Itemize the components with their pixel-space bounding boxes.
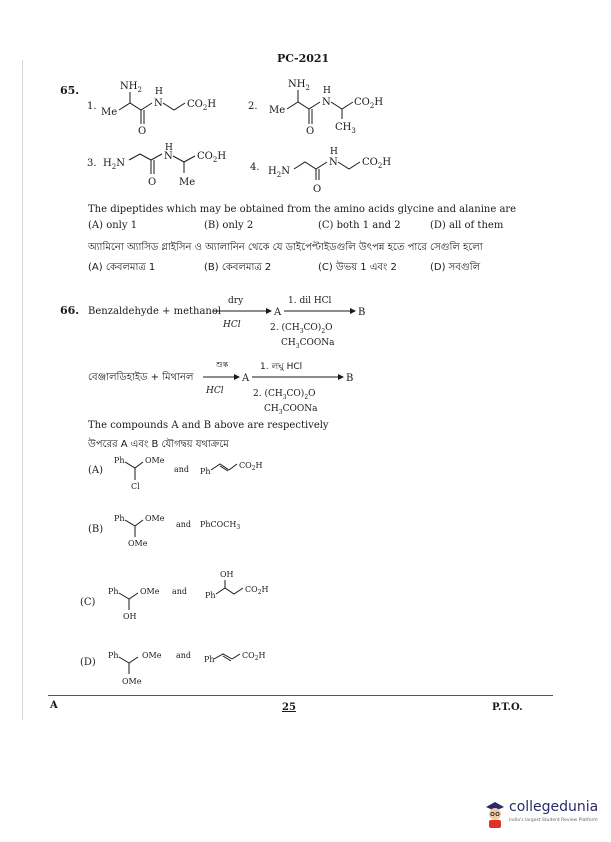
question-65-choice-a-bn: (A) কেবলমাত্র 1 — [88, 262, 156, 273]
structure-3-label: 3. — [87, 158, 97, 169]
question-66-option-c-structure — [100, 566, 320, 626]
svg-text:CO2H: $CO_2H$ — [187, 99, 217, 112]
svg-text:NH2: $NH_2$ — [120, 81, 142, 94]
svg-text:OMe: OMe — [145, 456, 165, 465]
question-65-choice-b-en: (B) only 2 — [204, 220, 254, 231]
structure-1-me: Me — [101, 107, 118, 118]
structure-4-label: 4. — [250, 162, 260, 173]
svg-text:H: H — [165, 143, 173, 153]
question-65-choice-d-en: (D) all of them — [430, 220, 504, 231]
svg-text:H: H — [323, 86, 331, 96]
svg-text:N: N — [329, 157, 338, 168]
svg-text:OMe: OMe — [122, 677, 142, 686]
svg-text:Ph: Ph — [200, 467, 211, 476]
dipeptide-structure-1 — [84, 72, 244, 142]
question-66-option-d-structure — [100, 646, 320, 692]
reaction-scheme-bn — [88, 356, 408, 416]
svg-text:CO2H: $CO_2H$ — [242, 651, 266, 662]
question-65-text-en: The dipeptides which may be obtained from the amino acids glycine and alanine are — [88, 204, 517, 215]
reaction-en-b: B — [358, 307, 366, 318]
svg-text:OH: OH — [220, 570, 234, 579]
svg-text:Ph: Ph — [108, 651, 119, 660]
svg-text:O: O — [306, 126, 315, 137]
logo-subtitle: India's largest Student Review Platform — [509, 818, 598, 823]
svg-text:and: and — [174, 465, 190, 474]
margin-line — [22, 60, 23, 720]
question-66-option-d-label: (D) — [80, 657, 96, 668]
svg-text:N: N — [154, 98, 163, 109]
svg-text:OMe: OMe — [128, 539, 148, 548]
question-66-option-a-label: (A) — [88, 465, 104, 476]
reaction-scheme-en — [88, 290, 408, 358]
svg-text:N: N — [322, 97, 331, 108]
question-66-number: 66. — [60, 304, 80, 317]
question-66-text-bn: উপরের A এবং B যৌগদ্বয় যথাক্রমে — [88, 439, 229, 450]
question-65-number: 65. — [60, 84, 80, 97]
svg-text:CO2H: $CO_2H$ — [197, 151, 227, 164]
svg-text:Ph: Ph — [204, 655, 215, 664]
svg-text:H2N: $H_2N$ — [268, 166, 290, 179]
svg-text:Ph: Ph — [114, 456, 125, 465]
question-66-text-en: The compounds A and B above are respectively — [88, 420, 329, 431]
question-66-option-b-structure — [108, 510, 308, 556]
svg-text:NH2: $NH_2$ — [288, 79, 310, 92]
page-code: PC-2021 — [277, 52, 330, 65]
question-65-choice-c-en: (C) both 1 and 2 — [318, 220, 401, 231]
question-65-choice-a-en: (A) only 1 — [88, 220, 138, 231]
question-66-option-a-structure — [108, 452, 308, 498]
footer-page-number: 25 — [282, 702, 296, 713]
reaction-en-a: A — [274, 307, 282, 318]
reaction-en-condition-above: dry — [228, 296, 244, 306]
dipeptide-structure-3 — [84, 140, 254, 200]
logo-title: collegedunia — [509, 799, 599, 815]
reaction-bn-step1: 1. লঘু HCl — [260, 362, 303, 372]
reaction-en-reactants: Benzaldehyde + methanol — [88, 306, 222, 317]
footer-pto: P.T.O. — [492, 702, 523, 713]
dipeptide-structure-2 — [245, 72, 415, 144]
reaction-bn-condition-below: HCl — [206, 386, 224, 396]
structure-2-label: 2. — [248, 101, 258, 112]
svg-text:CH3COONa: $CH_3COONa$ — [281, 338, 335, 350]
structure-1-label: 1. — [87, 101, 97, 112]
svg-text:OMe: OMe — [145, 514, 165, 523]
question-65-choice-c-bn: (C) উভয় 1 এবং 2 — [318, 262, 397, 273]
footer-set-code: A — [50, 700, 58, 711]
student-mascot-icon — [483, 799, 507, 829]
question-65-text-bn: অ্যামিনো অ্যাসিড গ্লাইসিন ও অ্যালানিন থেকে যে ডাইপেপ্টাইডগুলি উৎপন্ন হতে পারে সেগুলি হলো — [88, 242, 483, 253]
svg-text:H2N: $H_2N$ — [103, 158, 125, 171]
svg-text:Ph: Ph — [114, 514, 125, 523]
svg-text:Cl: Cl — [131, 482, 140, 491]
svg-text:O: O — [138, 126, 147, 137]
reaction-bn-a: A — [242, 373, 250, 384]
svg-text:CH3COONa: $CH_3COONa$ — [264, 404, 318, 416]
svg-text:Ph: Ph — [108, 587, 119, 596]
svg-text:CO2H: $CO_2H$ — [239, 461, 263, 472]
svg-text:and: and — [176, 651, 192, 660]
svg-text:CO2H: $CO_2H$ — [245, 585, 269, 596]
svg-text:CO2H: $CO_2H$ — [354, 97, 384, 110]
question-66-option-c-label: (C) — [80, 597, 96, 608]
question-65-choice-d-bn: (D) সবগুলি — [430, 262, 481, 273]
svg-text:H: H — [330, 147, 338, 157]
svg-text:N: N — [164, 151, 173, 162]
svg-text:OMe: OMe — [142, 651, 162, 660]
collegedunia-logo — [483, 797, 603, 831]
question-65-choice-b-bn: (B) কেবলমাত্র 2 — [204, 262, 272, 273]
svg-text:OMe: OMe — [140, 587, 160, 596]
svg-text:2. (CH3CO)2O: 2. $(CH_3CO)_2O$ — [270, 323, 333, 335]
svg-text:Ph: Ph — [205, 591, 216, 600]
reaction-bn-condition-above: শুষ্ক — [216, 360, 229, 369]
structure-2-me: Me — [269, 105, 286, 116]
svg-text:CO2H: $CO_2H$ — [362, 157, 392, 170]
svg-text:H: H — [155, 87, 163, 97]
svg-text:2. (CH3CO)2O: 2. $(CH_3CO)_2O$ — [253, 389, 316, 401]
footer-rule — [48, 695, 553, 696]
svg-text:OH: OH — [123, 612, 137, 621]
svg-text:PhCOCH3: PhCOCH$_3$ — [200, 520, 241, 531]
question-66-option-b-label: (B) — [88, 524, 104, 535]
svg-text:O: O — [313, 184, 322, 195]
reaction-en-step1: 1. dil HCl — [288, 296, 332, 306]
svg-text:and: and — [172, 587, 188, 596]
svg-text:Me: Me — [179, 177, 196, 188]
svg-text:CH3: $CH_3$ — [335, 122, 356, 135]
dipeptide-structure-4 — [250, 140, 420, 200]
svg-text:and: and — [176, 520, 192, 529]
reaction-en-condition-below: HCl — [223, 320, 241, 330]
reaction-bn-reactants: বেঞ্জালডিহাইড + মিথানল — [88, 372, 194, 383]
svg-text:O: O — [148, 177, 157, 188]
reaction-bn-b: B — [346, 373, 354, 384]
